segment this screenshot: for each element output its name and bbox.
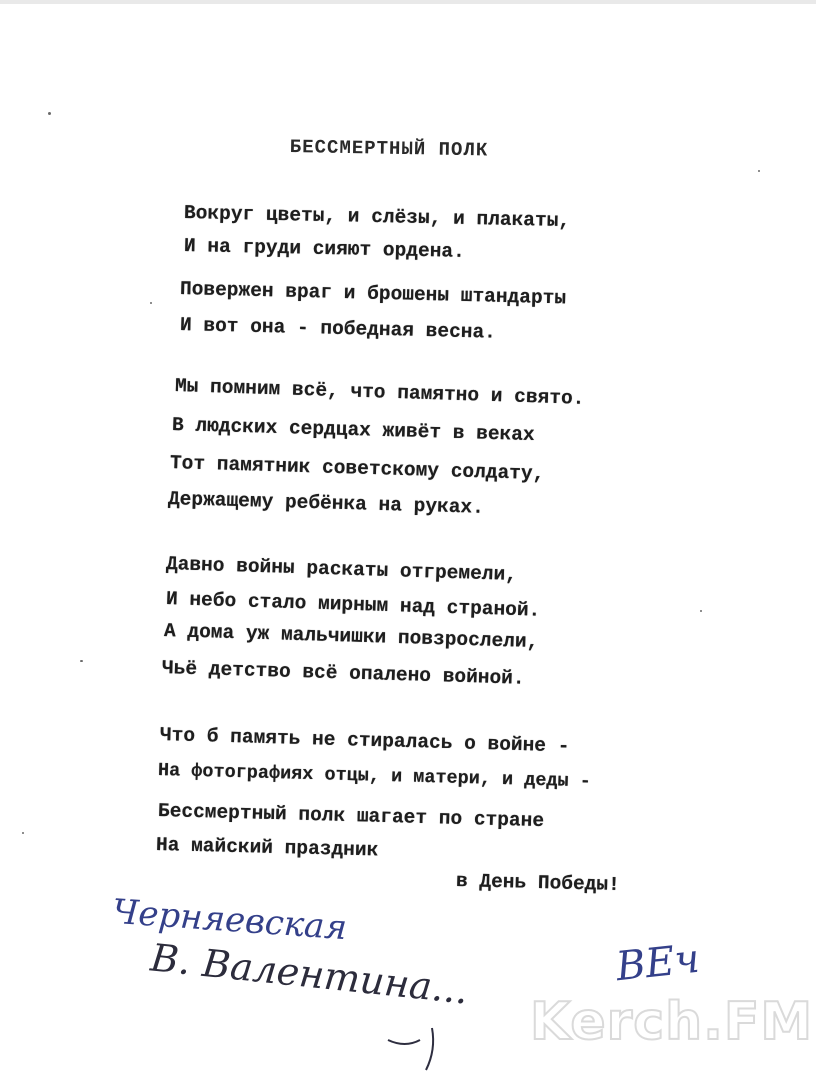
poem-line: Вокруг цветы, и слёзы, и плакаты,	[183, 202, 571, 233]
poem-line: Держащему ребёнка на руках.	[167, 488, 485, 519]
signature-name: В. Валентина...	[148, 935, 471, 1013]
poem-line: На майский праздник	[155, 834, 379, 862]
poem-line: А дома уж мальчишки повзрослели,	[163, 620, 539, 654]
copy-speck	[700, 610, 702, 612]
signature-surname: Черняевская	[110, 891, 349, 949]
poem-line: Мы помним всё, что памятно и свято.	[174, 375, 585, 410]
poem-line: Повержен враг и брошены штандарты	[179, 278, 567, 310]
poem-line: В людских сердцах живёт в веках	[171, 414, 535, 447]
signature-initials: ВЕч	[613, 935, 702, 991]
copy-speck	[48, 112, 51, 115]
poem-line: Тот памятник советскому солдату,	[169, 452, 545, 486]
copy-speck	[758, 170, 760, 172]
poem-line: И вот она - победная весна.	[179, 314, 497, 344]
poem-closing: в День Победы!	[455, 870, 621, 896]
poem-line: И на груди сияют ордена.	[183, 235, 466, 263]
poem-line: Давно войны раскаты отгремели,	[165, 553, 518, 587]
watermark-logo: Kerch.FM	[530, 992, 814, 1052]
copy-speck	[22, 832, 24, 834]
pen-stroke-icon	[380, 1020, 470, 1075]
copy-speck	[150, 302, 152, 304]
poem-line: Бессмертный полк шагает по стране	[157, 800, 545, 833]
copy-speck	[80, 660, 83, 662]
poem-line: Что б память не стиралась о войне -	[159, 724, 570, 758]
poem-line: И небо стало мирным над страной.	[165, 588, 541, 622]
poem-line: На фотографиях отцы, и матери, и деды -	[157, 760, 592, 793]
poem-line: Чьё детство всё опалено войной.	[161, 657, 525, 690]
poem-title: БЕССМЕРТНЫЙ ПОЛК	[289, 136, 489, 162]
